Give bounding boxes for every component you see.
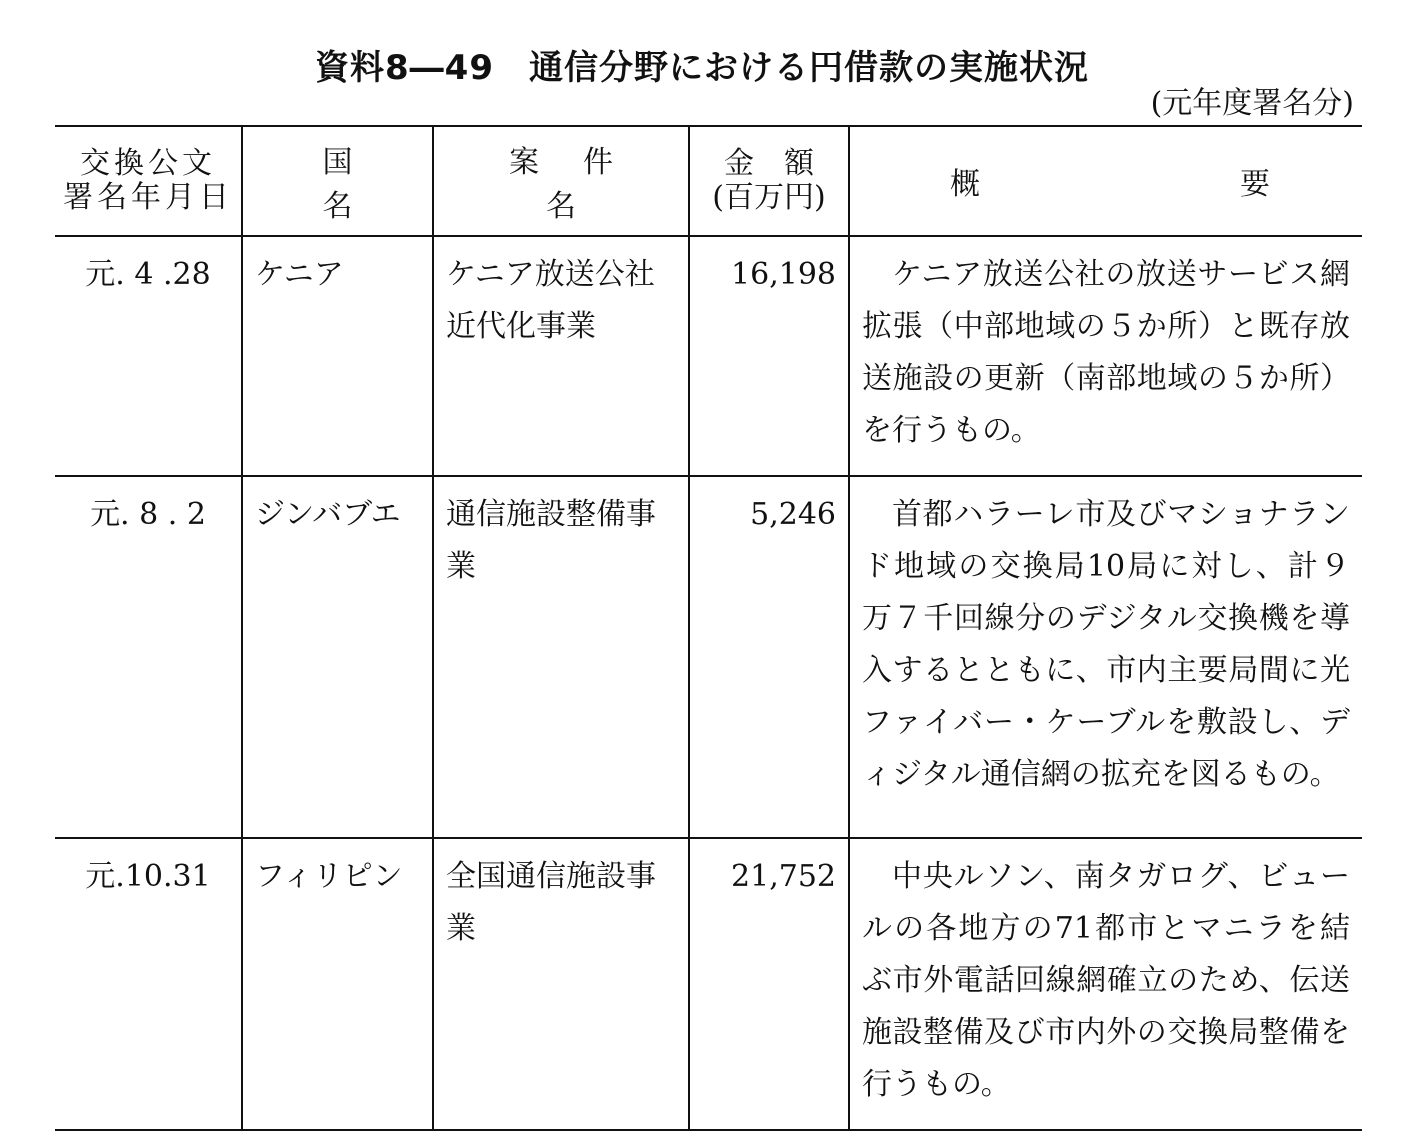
cell-project: 全国通信施設事業 (433, 838, 689, 1130)
cell-country: ケニア (242, 236, 433, 476)
table-header-row (55, 126, 1362, 236)
header-summary-a: 概 (950, 167, 980, 202)
header-signing-date (55, 126, 242, 236)
table-row (55, 476, 1362, 838)
loan-table (55, 125, 1362, 1131)
table-row (55, 838, 1362, 1130)
header-amount-line2: (百万円) (712, 180, 826, 215)
cell-summary: 首都ハラーレ市及びマショナランド地域の交換局10局に対し、計９万７千回線分のデジタル交換機を導入するとともに、市内主要局間に光ファイバー・ケーブルを敷設し、ディジタル通信網の拡充を図るもの。 (849, 476, 1362, 838)
header-amount-line1: 金額 (724, 146, 844, 181)
cell-amount: 5,246 (689, 476, 849, 838)
header-signing-date-line2: 署名年月日 (63, 180, 233, 215)
cell-country: フィリピン (242, 838, 433, 1130)
cell-amount: 21,752 (689, 838, 849, 1130)
page-title: 資料8―49 通信分野における円借款の実施状況 (315, 48, 1089, 88)
header-project: 案件名 (433, 126, 689, 236)
cell-date: 元. 8 . 2 (90, 497, 206, 532)
cell-country: ジンバブエ (242, 476, 433, 838)
cell-project: 通信施設整備事業 (433, 476, 689, 838)
cell-amount: 16,198 (689, 236, 849, 476)
header-country: 国名 (242, 126, 433, 236)
header-signing-date-line1: 交換公文 (80, 146, 216, 181)
page-subtitle: (元年度署名分) (1150, 86, 1354, 121)
header-summary (849, 126, 1362, 236)
cell-date: 元.10.31 (85, 859, 211, 894)
header-amount (689, 126, 849, 236)
cell-project: ケニア放送公社近代化事業 (433, 236, 689, 476)
table-row (55, 236, 1362, 476)
cell-date: 元. 4 .28 (85, 257, 211, 292)
cell-summary: 中央ルソン、南タガログ、ビュールの各地方の71都市とマニラを結ぶ市外電話回線網確立のため、伝送施設整備及び市内外の交換局整備を行うもの。 (849, 838, 1362, 1130)
header-summary-b: 要 (1240, 167, 1270, 202)
cell-summary: ケニア放送公社の放送サービス網拡張（中部地域の５か所）と既存放送施設の更新（南部地域の５か所）を行うもの。 (849, 236, 1362, 476)
